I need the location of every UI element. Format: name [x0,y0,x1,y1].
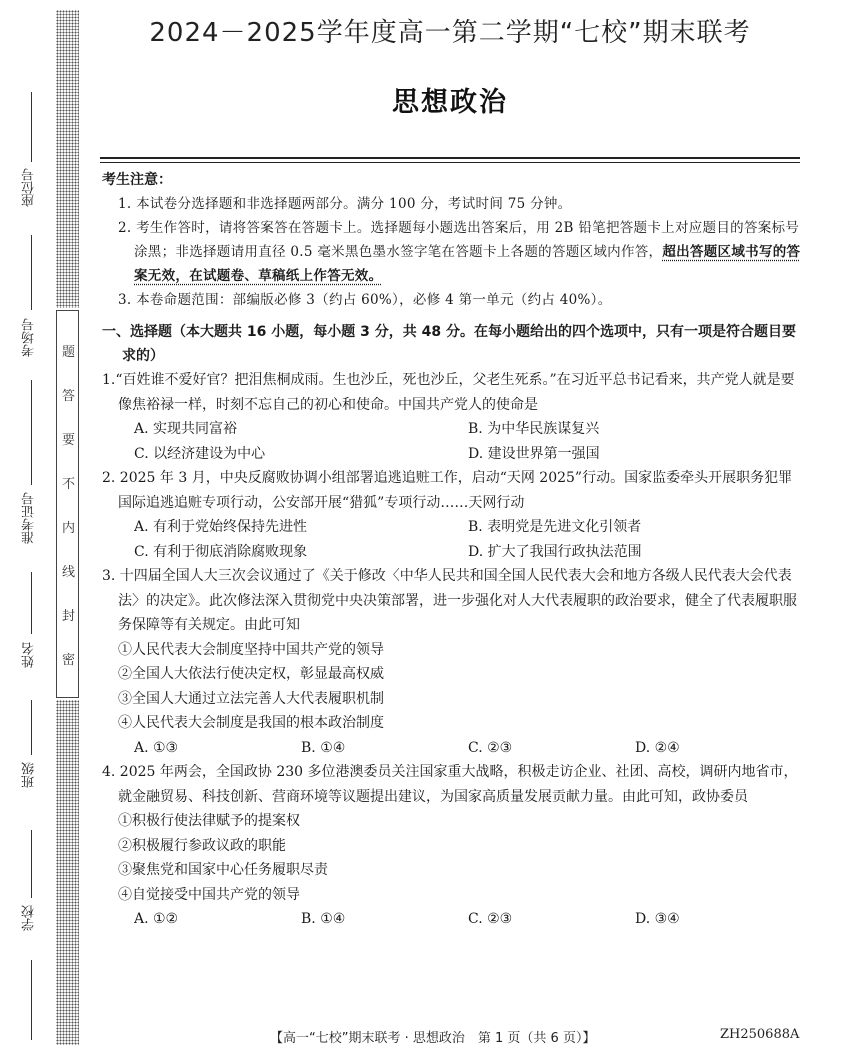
question-4-statement-1: ①积极行使法律赋予的提案权 [118,813,300,829]
seal-char-5: 不 [61,477,75,492]
question-3-option-b: B. ①④ [301,739,346,756]
question-3-stem: 3. 十四届全国人大三次会议通过了《关于修改〈中华人民共和国全国人民代表大会和地方各级人民代表大会代表法〉的决定》。此次修法深入贯彻党中央决策部署，进一步强化对人大代表履职的政治要求，健全了代表履职服务保障等有关规定。由此可知 [102,568,797,633]
name-label: 姓名 [22,642,37,668]
school-line [31,830,32,898]
seal-line-box [56,310,79,698]
question-4-option-b: B. ①④ [301,911,346,927]
dotted-binding-strip-bottom [56,700,79,1045]
admission-number-label: 准考证号 [22,492,37,544]
question-3-statement-1: ①人民代表大会制度坚持中国共产党的领导 [118,641,384,658]
notice-item-2-emphasis: 超出答题区域书写的答案无效，在试题卷、草稿纸上作答无效。 [134,244,801,284]
question-1-options-row-2 [102,442,802,467]
admission-number-line [31,380,32,485]
dotted-binding-strip-top [56,10,79,308]
seal-char-4: 内 [61,521,75,536]
question-2-options-row-2 [102,540,802,565]
question-2-option-c: C. 有利于彻底消除腐败现象 [134,543,308,560]
class-label: 班级 [22,762,37,788]
question-4-statement-3: ③聚焦党和国家中心任务履职尽责 [118,862,328,878]
header-rule-thick [100,157,800,159]
question-4-stem: 4. 2025 年两会，全国政协 230 多位港澳委员关注国家重大战略，积极走访企业、社团、高校，调研内地省市，就金融贸易、科技创新、营商环境等议题提出建议，为国家高质量发展贡献力量。由此可知，政协委员 [102,764,798,805]
question-4-options [102,907,802,932]
notice-heading: 考生注意： [102,172,172,188]
notice-item-2-text: 2. 考生作答时，请将答案答在答题卡上。选择题每小题选出答案后，用 2B 铅笔把答题卡上对应题目的答案标号涂黑；非选择题请用直径 0.5 毫米黑色墨水签字笔在答题卡上各题的答题区域内作答， [118,220,800,260]
question-1-option-c: C. 以经济建设为中心 [134,445,266,462]
notice-item-3: 3. 本卷命题范围：部编版必修 3（约占 60%），必修 4 第一单元（约占 40%）。 [118,292,612,308]
question-3-options [102,736,802,761]
question-3-option-c: C. ②③ [468,739,513,756]
question-3-option-d: D. ②④ [635,739,680,756]
notice-item-1: 1. 本试卷分选择题和非选择题两部分。满分 100 分，考试时间 75 分钟。 [118,196,572,212]
seal-char-1: 密 [61,653,75,668]
question-1-option-d: D. 建设世界第一强国 [468,445,600,462]
question-2-option-d: D. 扩大了我国行政执法范围 [468,543,642,560]
question-2-stem: 2. 2025 年 3 月，中央反腐败协调小组部署追逃追赃工作，启动“天网 2025”行动。国家监委牵头开展职务犯罪国际追逃追赃专项行动，公安部开展“猎狐”专项行动……天网行动 [102,470,793,511]
seal-char-6: 要 [61,433,75,448]
name-line [31,572,32,634]
header-rule-thin [100,162,800,163]
school-label: 学校 [22,905,37,931]
question-1-stem: 1.“百姓谁不爱好官？把泪焦桐成雨。生也沙丘，死也沙丘，父老生死系。”在习近平总书记看来，共产党人就是要像焦裕禄一样，时刻不忘自己的初心和使命。中国共产党人的使命是 [102,372,795,413]
notice-item-2 [102,216,802,288]
question-4-option-c: C. ②③ [468,911,513,927]
question-2-option-b: B. 表明党是先进文化引领者 [468,519,642,535]
exam-room-line [31,235,32,310]
question-3-statement-4: ④人民代表大会制度是我国的根本政治制度 [118,715,384,731]
binding-margin [0,0,52,1052]
question-2-option-a: A. 有利于党始终保持先进性 [134,519,308,535]
paper-code: ZH250688A [720,1027,800,1042]
question-4-option-d: D. ③④ [635,911,680,927]
seat-number-line [31,92,32,162]
seal-char-7: 答 [61,389,75,404]
question-3-statement-3: ③全国人大通过立法完善人大代表履职机制 [118,690,384,707]
exam-content [102,168,802,932]
question-4-option-a: A. ①② [134,911,179,927]
question-3-option-a: A. ①③ [134,739,179,756]
question-1-options-row-1 [102,417,802,442]
school-line-lower [31,960,32,1040]
question-4-statement-2: ②积极履行参政议政的职能 [118,837,286,854]
seal-char-2: 封 [61,609,75,624]
class-line [31,700,32,755]
section-heading: 一、选择题（本大题共 16 小题，每小题 3 分，共 48 分。在每小题给出的四个选项中，只有一项是符合题目要求的） [102,324,796,364]
exam-room-label: 考场号 [22,318,37,357]
question-1-option-a: A. 实现共同富裕 [134,421,238,437]
question-1-option-b: B. 为中华民族谋复兴 [468,421,600,437]
question-2-options-row-1 [102,515,802,540]
seal-char-3: 线 [61,565,75,580]
page-footer: 【高一“七校”期末联考 · 思想政治 第 1 页（共 6 页）】 [270,1031,596,1046]
question-3-statement-2: ②全国人大依法行使决定权，彰显最高权威 [118,666,384,682]
subject-title: 思想政治 [392,87,508,118]
question-4-statement-4: ④自觉接受中国共产党的领导 [118,886,300,903]
exam-title: 2024－2025学年度高一第二学期“七校”期末联考 [149,18,751,48]
seal-char-8: 题 [61,345,75,360]
seat-number-label: 座位号 [22,168,37,207]
